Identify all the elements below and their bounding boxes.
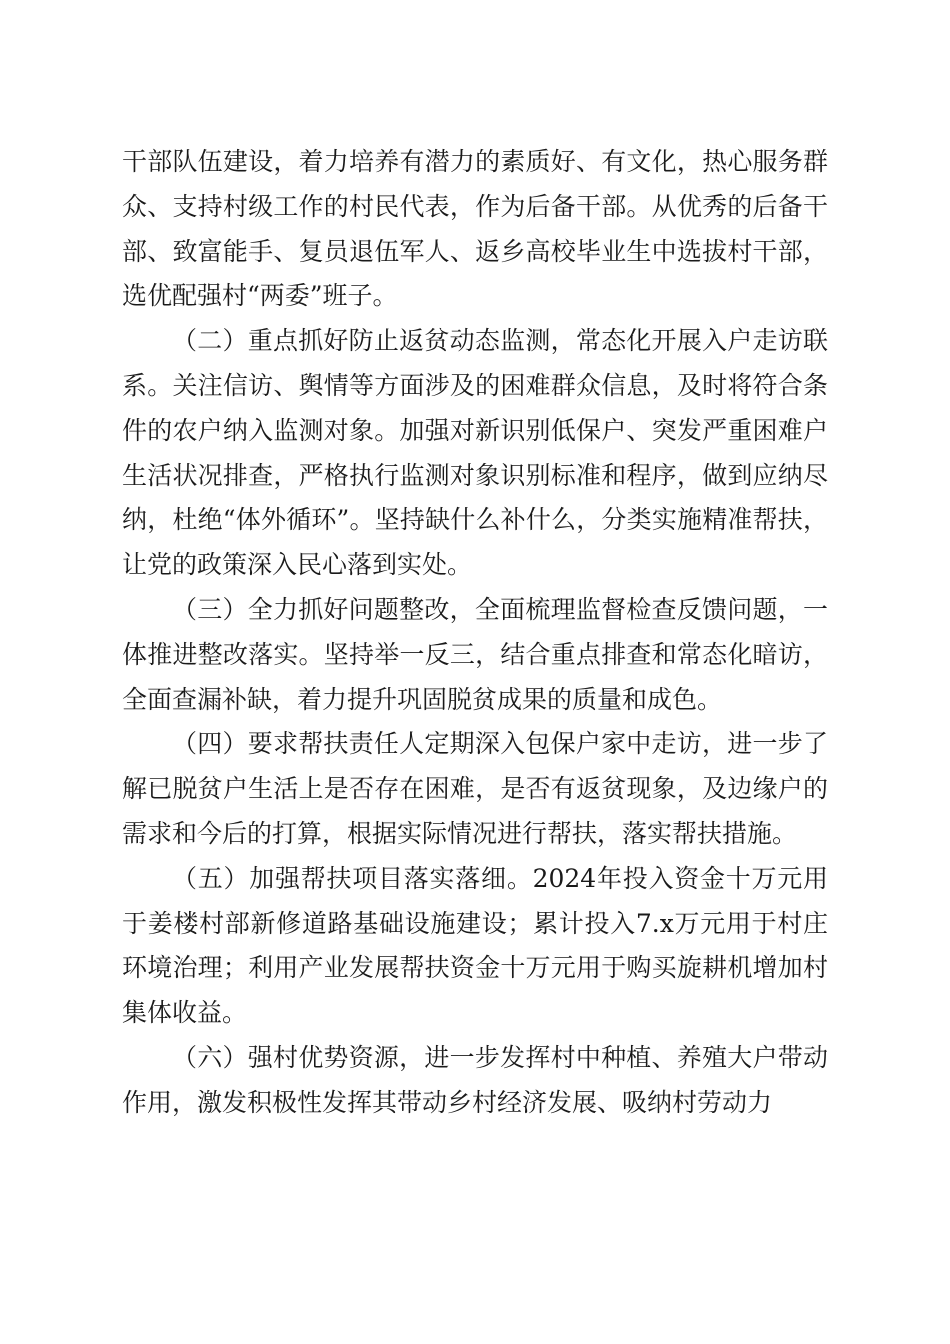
paragraph-household-visits: （四）要求帮扶责任人定期深入包保户家中走访，进一步了解已脱贫户生活上是否存在困难，是否有返贫现象，及边缘户的需求和今后的打算，根据实际情况进行帮扶，落实帮扶措施。 [122,729,828,848]
paragraph-poverty-monitoring: （二）重点抓好防止返贫动态监测，常态化开展入户走访联系。关注信访、舆情等方面涉及的困难群众信息，及时将符合条件的农户纳入监测对象。加强对新识别低保户、突发严重困难户生活状况排查，严格执行监测对象识别标准和程序，做到应纳尽纳，杜绝“体外循环”。坚持缺什么补什么，分类实施精准帮扶，让党的政策深入民心落到实处。 [122,326,828,580]
paragraph-assistance-projects: （五）加强帮扶项目落实落细。2024年投入资金十万元用于姜楼村部新修道路基础设施建设；累计投入7.x万元用于村庄环境治理；利用产业发展帮扶资金十万元用于购买旋耕机增加村集体收益。 [122,863,828,1028]
paragraph-problem-rectification: （三）全力抓好问题整改，全面梳理监督检查反馈问题，一体推进整改落实。坚持举一反三，结合重点排查和常态化暗访，全面查漏补缺，着力提升巩固脱贫成果的质量和成色。 [122,594,828,714]
paragraph-cadre-team-building: 干部队伍建设，着力培养有潜力的素质好、有文化，热心服务群众、支持村级工作的村民代表，作为后备干部。从优秀的后备干部、致富能手、复员退伍军人、返乡高校毕业生中选拔村干部，选优配强村“两委”班子。 [122,147,828,311]
paragraph-village-resources: （六）强村优势资源，进一步发挥村中种植、养殖大户带动作用，激发积极性发挥其带动乡村经济发展、吸纳村劳动力 [122,1042,828,1117]
document-body [122,140,828,1126]
